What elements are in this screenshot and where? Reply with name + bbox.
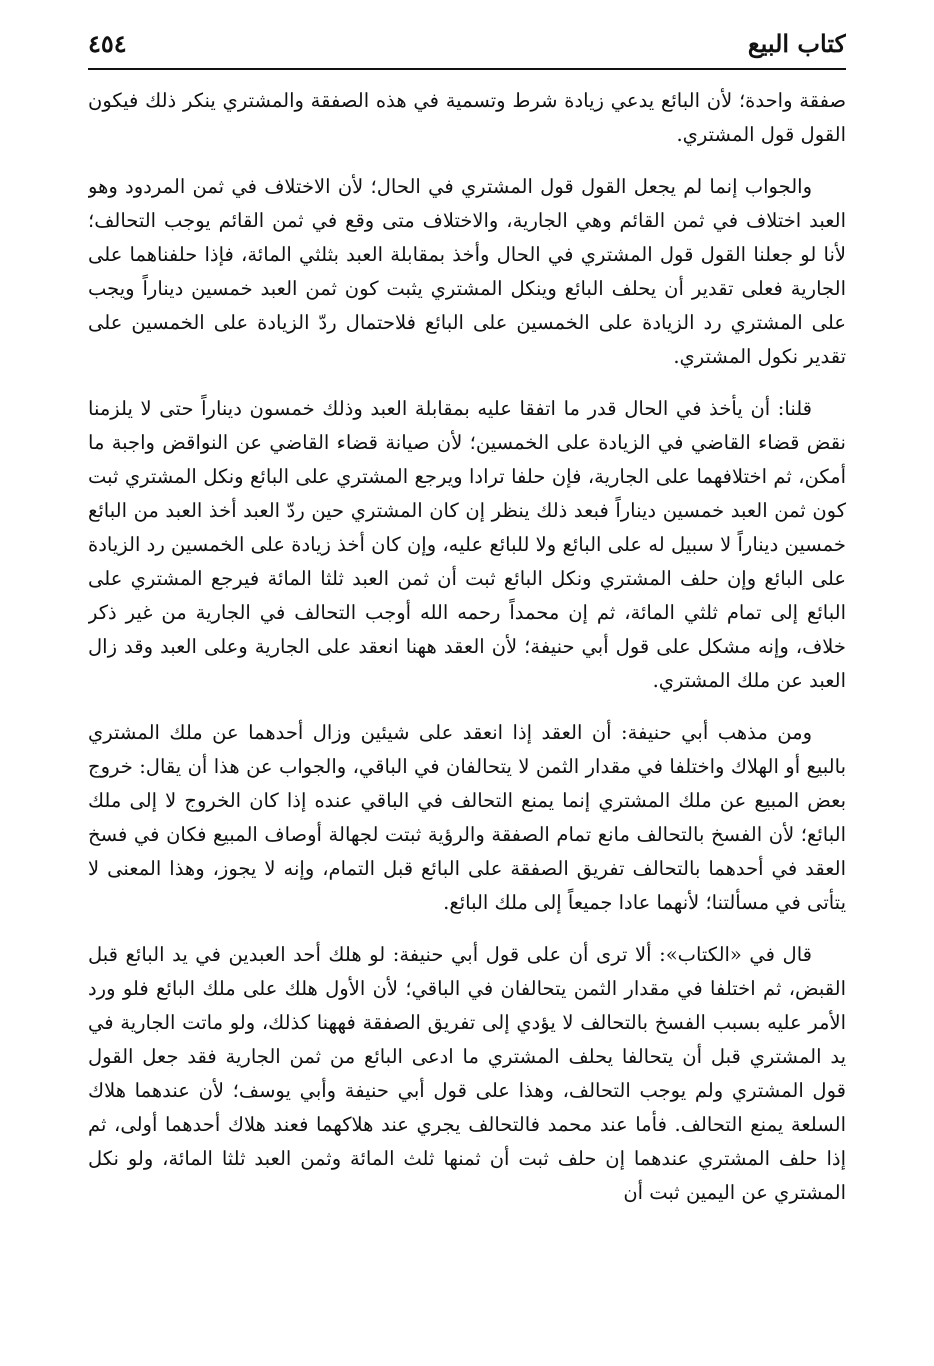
page-number: ٤٥٤ <box>88 29 127 58</box>
paragraph-5: قال في «الكتاب»: ألا ترى أن على قول أبي حنيفة: لو هلك أحد العبدين في يد البائع قبل القبض، ثم اختلفا في مقدار الثمن يتحالفان في الباقي؛ لأن الأول هلك على ملك البائع فلو ورد الأمر عليه بسبب الفسخ بالتحالف لا يؤدي إلى تفريق الصفقة فههنا كذلك، ولو ماتت الجارية في يد المشتري قبل أن يتحالفا يحلف المشتري ما ادعى البائع من ثمن الجارية فقد جعل القول قول المشتري ولم يوجب التحالف، وهذا على قول أبي حنيفة وأبي يوسف؛ لأن عندهما هلاك السلعة يمنع التحالف. فأما عند محمد فالتحالف يجري عند هلاكهما فعند هلاك أحدهما أولى، ثم إذا حلف المشتري عندهما إن حلف ثبت أن ثمنها ثلث المائة وثمن العبد ثلثا المائة، ولو نكل المشتري عن اليمين ثبت أن <box>88 943 846 1204</box>
book-page <box>88 24 846 1346</box>
paragraph-2: والجواب إنما لم يجعل القول قول المشتري في الحال؛ لأن الاختلاف في ثمن المردود وهو العبد اختلاف في ثمن القائم وهي الجارية، والاختلاف متى وقع في ثمن القائم يوجب التحالف؛ لأنا لو جعلنا القول قول المشتري في الحال وأخذ بمقابلة العبد بثلثي المائة، فإذا حلفناهما على الجارية فعلى تقدير أن يحلف البائع وينكل المشتري يثبت كون ثمن العبد خمسين ديناراً ويجب على المشتري رد الزيادة على الخمسين على البائع فلاحتمال ردّ الزيادة على الخمسين على تقدير نكول المشتري. <box>88 175 846 368</box>
book-title: كتاب البيع <box>747 29 846 58</box>
paragraph-4: ومن مذهب أبي حنيفة: أن العقد إذا انعقد على شيئين وزال أحدهما عن ملك المشتري بالبيع أو الهلاك واختلفا في مقدار الثمن لا يتحالفان في الباقي، والجواب عن هذا أن يقال: خروج بعض المبيع عن ملك المشتري إنما يمنع التحالف في الباقي عنده إذا كان الخروج لا إلى ملك البائع؛ لأن الفسخ بالتحالف مانع تمام الصفقة والرؤية ثبتت لجهالة أوصاف المبيع فكان في فسخ العقد في أحدهما بالتحالف تفريق الصفقة على البائع قبل التمام، وإنه لا يجوز، وهذا المعنى لا يتأتى في مسألتنا؛ لأنهما عادا جميعاً إلى ملك البائع. <box>88 721 846 914</box>
paragraph-1: صفقة واحدة؛ لأن البائع يدعي زيادة شرط وتسمية في هذه الصفقة والمشتري ينكر ذلك فيكون القول قول المشتري. <box>88 89 846 146</box>
running-header <box>88 24 846 70</box>
body-text <box>88 84 846 1210</box>
paragraph-3: قلنا: أن يأخذ في الحال قدر ما اتفقا عليه بمقابلة العبد وذلك خمسون ديناراً حتى لا يلزمنا نقض قضاء القاضي في الزيادة على الخمسين؛ لأن صيانة قضاء القاضي عن النواقض واجبة ما أمكن، ثم اختلافهما على الجارية، فإن حلفا ترادا ويرجع المشتري على البائع ونكل المشتري ثبت كون ثمن العبد خمسين ديناراً فبعد ذلك ينظر إن كان المشتري حين ردّ العبد أخذ العبد من البائع خمسين ديناراً لا سبيل له على البائع ولا للبائع عليه، وإن كان أخذ زيادة على الخمسين رد الزيادة على البائع وإن حلف المشتري ونكل البائع ثبت أن ثمن العبد ثلثا المائة فيرجع المشتري على البائع إلى تمام ثلثي المائة، ثم إن محمداً رحمه الله أوجب التحالف في الجارية من غير ذكر خلاف، وإنه مشكل على قول أبي حنيفة؛ لأن العقد ههنا انعقد على الجارية وعلى العبد وقد زال العبد عن ملك المشتري. <box>88 397 846 692</box>
